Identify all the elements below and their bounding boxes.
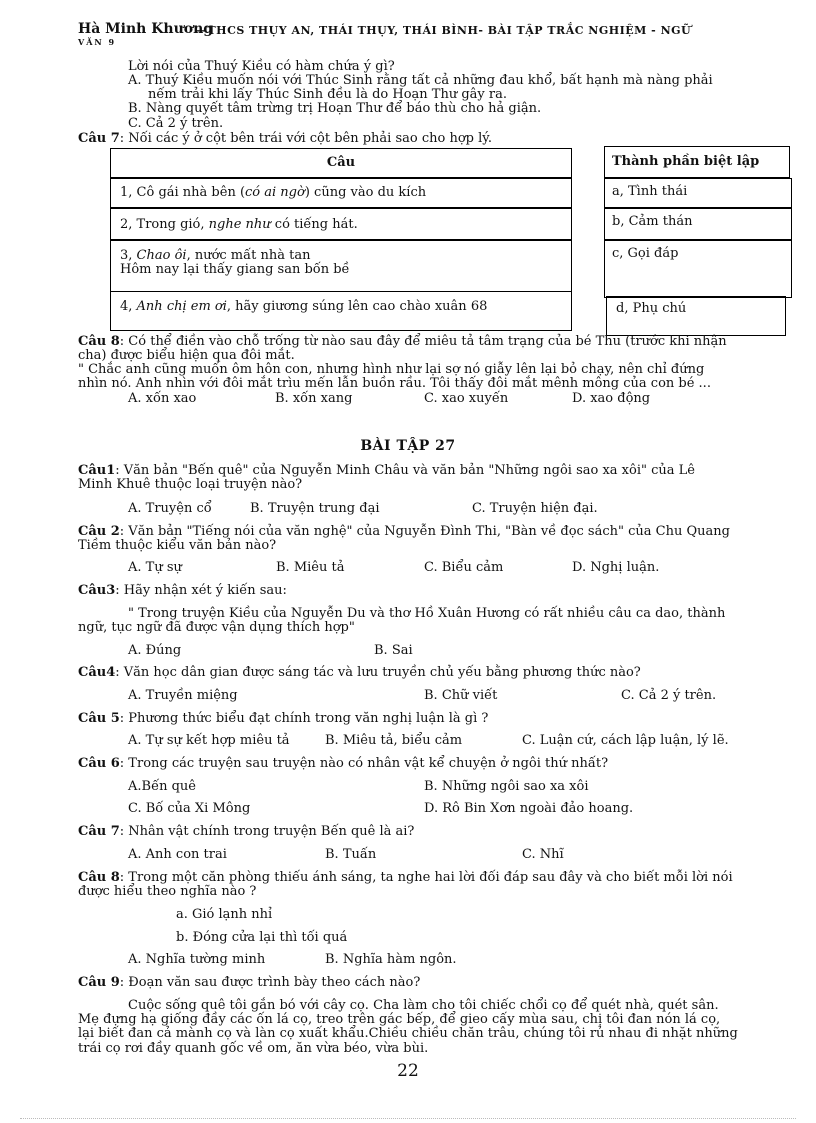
c2-option-b: B. Miêu tả (276, 560, 345, 575)
c4-prompt: Câu4: Văn học dân gian được sáng tác và lưu truyền chủ yếu bằng phương thức nào? (78, 665, 641, 680)
c4-option-b: B. Chữ viết (424, 688, 498, 703)
c9-para-3: lại biết đan cả mành cọ và làn cọ xuất khẩu.Chiều chiều chăn trâu, chúng tôi rủ nhau đi nhặt những (78, 1026, 738, 1041)
q7-row-2: 2, Trong gió, nghe như có tiếng hát. (120, 217, 358, 232)
c9-prompt: Câu 9: Đoạn văn sau được trình bày theo cách nào? (78, 975, 421, 990)
page-number: 22 (397, 1061, 419, 1081)
section-title: BÀI TẬP 27 (360, 438, 456, 454)
c3-prompt: Câu3: Hãy nhận xét ý kiến sau: (78, 583, 287, 598)
header-school: —THCS THỤY AN, THÁI THỤY, THÁI BÌNH- BÀI TẬP TRẮC NGHIỆM - NGỮ (196, 24, 692, 37)
header-author: Hà Minh Khương (78, 21, 214, 37)
c6-option-d: D. Rô Bin Xơn ngoài đảo hoang. (424, 801, 634, 816)
prev-option-a-cont: nếm trải khi lấy Thúc Sinh đều là do Hoạn Thư gây ra. (148, 87, 507, 102)
prev-option-b: B. Nàng quyết tâm trừng trị Hoạn Thư để báo thù cho hả giận. (128, 101, 542, 116)
c1-prompt-cont: Minh Khuê thuộc loại truyện nào? (78, 477, 303, 492)
prev-option-c: C. Cả 2 ý trên. (128, 116, 224, 131)
q8-option-a: A. xốn xao (128, 391, 197, 406)
c1-option-c: C. Truyện hiện đại. (472, 501, 598, 516)
q8-quote-1: " Chắc anh cũng muốn ôm hôn con, nhưng hình như lại sợ nó giẫy lên lại bỏ chạy, nên chỉ đứng (78, 362, 705, 377)
q8-option-b: B. xốn xang (275, 391, 353, 406)
c5-prompt: Câu 5: Phương thức biểu đạt chính trong văn nghị luận là gì ? (78, 711, 489, 726)
c9-para-4: trái cọ rơi đầy quanh gốc về om, ăn vừa béo, vừa bùi. (78, 1041, 429, 1056)
c7-option-a: A. Anh con trai (128, 847, 227, 862)
c5-option-b: B. Miêu tả, biểu cảm (325, 733, 463, 748)
c5-option-c: C. Luận cứ, cách lập luận, lý lẽ. (522, 733, 729, 748)
prev-question: Lời nói của Thuý Kiều có hàm chứa ý gì? (128, 59, 395, 74)
c4-option-c: C. Cả 2 ý trên. (621, 688, 717, 703)
q7-text: : Nối các ý ở cột bên trái với cột bên phải sao cho hợp lý. (119, 131, 493, 146)
c3-quote-2: ngữ, tục ngữ đã được vận dụng thích hợp" (78, 620, 355, 635)
c8-prompt: Câu 8: Trong một căn phòng thiếu ánh sáng, ta nghe hai lời đối đáp sau đây và cho biết mỗi lời nói (78, 870, 733, 885)
q7-answer-d: d, Phụ chú (616, 301, 687, 316)
c2-option-a: A. Tự sự (128, 560, 182, 575)
q7-left-header: Câu (326, 155, 356, 170)
page-footer-divider (20, 1118, 796, 1119)
q7-label: Câu 7 (78, 131, 120, 146)
c7-option-c: C. Nhĩ (522, 847, 564, 862)
q8-prompt: Câu 8: Có thể điền vào chỗ trống từ nào sau đây để miêu tả tâm trạng của bé Thu (trước khi nhận (78, 334, 727, 349)
c5-option-a: A. Tự sự kết hợp miêu tả (128, 733, 290, 748)
c8-prompt-cont: được hiểu theo nghĩa nào ? (78, 884, 257, 899)
header-subject: VĂN 9 (78, 37, 117, 47)
q7-prompt (78, 132, 492, 146)
q7-row-4: 4, Anh chị em ơi, hãy giương súng lên cao chào xuân 68 (120, 299, 488, 314)
q8-prompt-cont: cha) được biểu hiện qua đôi mắt. (78, 348, 295, 363)
c2-prompt: Câu 2: Văn bản "Tiếng nói của văn nghệ" của Nguyễn Đình Thi, "Bàn về đọc sách" của Chu Quang (78, 524, 730, 539)
c1-prompt: Câu1: Văn bản "Bến quê" của Nguyễn Minh Châu và văn bản "Những ngôi sao xa xôi" của Lê (78, 463, 695, 478)
c3-option-a: A. Đúng (128, 643, 182, 658)
c2-prompt-cont: Tiềm thuộc kiểu văn bản nào? (78, 538, 277, 553)
q8-label: Câu 8 (78, 334, 120, 349)
c2-option-d: D. Nghị luận. (572, 560, 660, 575)
c8-option-b: B. Nghĩa hàm ngôn. (325, 952, 457, 967)
prev-option-a: A. Thuý Kiều muốn nói với Thúc Sinh rằng tất cả những đau khổ, bất hạnh mà nàng phải (128, 73, 713, 88)
q8-option-c: C. xao xuyến (424, 391, 509, 406)
q8-quote-2: nhìn nó. Anh nhìn với đôi mắt trìu mến lẫn buồn rầu. Tôi thấy đôi mắt mênh mông của con bé ... (78, 376, 711, 391)
c3-option-b: B. Sai (374, 643, 413, 658)
c9-para-2: Mẹ đựng hạ giống đầy các ốn lá cọ, treo trên gác bếp, để gieo cấy mùa sau, chị tôi đan nón lá cọ, (78, 1012, 721, 1027)
q7-answer-c: c, Gọi đáp (612, 246, 679, 261)
c6-option-b: B. Những ngôi sao xa xôi (424, 779, 589, 794)
c9-para-1: Cuộc sống quê tôi gắn bó với cây cọ. Cha làm cho tôi chiếc chổi cọ để quét nhà, quét sân. (128, 998, 719, 1013)
q7-row-3-line2: Hôm nay lại thấy giang san bốn bề (120, 262, 350, 277)
c3-quote-1: " Trong truyện Kiều của Nguyễn Du và thơ Hồ Xuân Hương có rất nhiều câu ca dao, thành (128, 606, 726, 621)
q7-answer-b: b, Cảm thán (612, 214, 693, 229)
c8-option-a: A. Nghĩa tường minh (128, 952, 266, 967)
c6-option-c: C. Bố của Xi Mông (128, 801, 251, 816)
q7-row-1: 1, Cô gái nhà bên (có ai ngờ) cũng vào du kích (120, 185, 427, 200)
c4-option-a: A. Truyền miệng (128, 688, 238, 703)
q7-row-3: 3, Chao ôi, nước mất nhà tan (120, 248, 311, 263)
c1-option-a: A. Truyện cổ (128, 501, 212, 516)
c6-prompt: Câu 6: Trong các truyện sau truyện nào có nhân vật kể chuyện ở ngôi thứ nhất? (78, 756, 609, 771)
q7-answer-a: a, Tình thái (612, 184, 688, 199)
c7-prompt: Câu 7: Nhân vật chính trong truyện Bến quê là ai? (78, 824, 415, 839)
c7-option-b: B. Tuấn (325, 847, 377, 862)
c8-sub-a: a. Gió lạnh nhỉ (176, 907, 273, 922)
c2-option-c: C. Biểu cảm (424, 560, 504, 575)
c1-option-b: B. Truyện trung đại (250, 501, 380, 516)
c6-option-a: A.Bến quê (128, 779, 196, 794)
c8-sub-b: b. Đóng cửa lại thì tối quá (176, 930, 348, 945)
q7-right-header: Thành phần biệt lập (612, 154, 760, 169)
q8-option-d: D. xao động (572, 391, 651, 406)
